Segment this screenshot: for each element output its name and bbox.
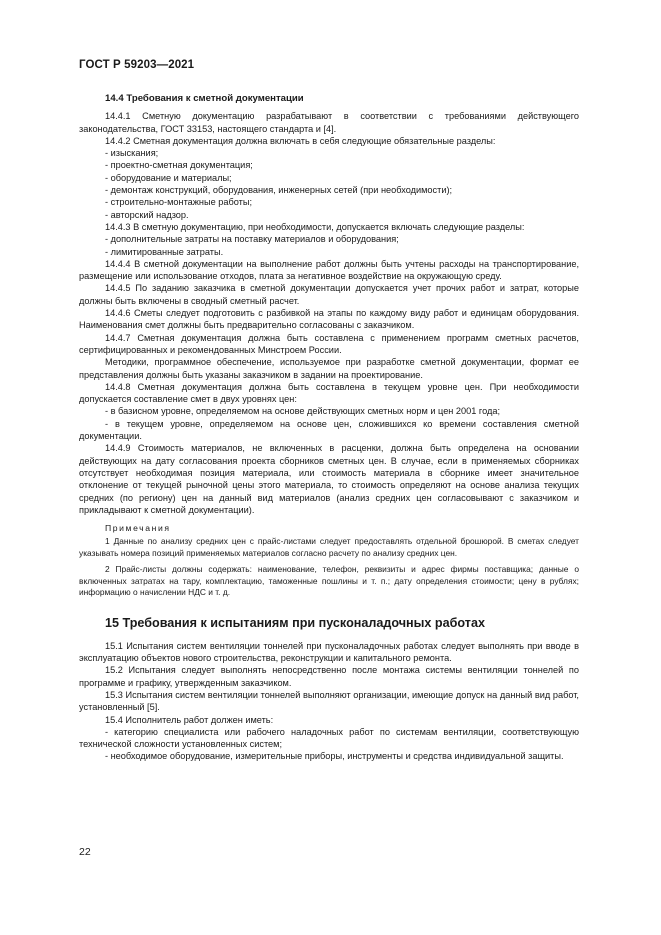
notes-title: Примечания	[105, 523, 171, 534]
list-item: - дополнительные затраты на поставку материалов и оборудования;	[105, 234, 399, 245]
list-item: - оборудование и материалы;	[105, 172, 232, 183]
paragraph: 14.4.1 Сметную документацию разрабатывают в соответствии с требованиями действующего законодательства, ГОСТ 33153, настоящего стандарта и [4].	[79, 111, 579, 134]
list-item: - в базисном уровне, определяемом на основе действующих сметных норм и цен 2001 года;	[105, 406, 501, 417]
paragraph: Методики, программное обеспечение, используемое при разработке сметной документации, формат ее представления должны быть указаны заказчиком в задании на проектирование.	[79, 357, 579, 380]
section-heading: 15 Требования к испытаниям при пусконаладочных работах	[105, 616, 485, 631]
paragraph: 15.3 Испытания систем вентиляции тоннелей выполняют организации, имеющие допуск на данный вид работ, установленный [5].	[79, 689, 579, 713]
paragraph: 14.4.9 Стоимость материалов, не включенных в расценки, должна быть определена на основании действующих на дату согласования проекта сборников сметных цен. В случае, если в применяемых сборниках отсутствует необходимая позиция материала, или стоимость материала в сборнике имеет значительное отклонение от текущей рыночной цены этого материала, то стоимость определяют на основе анализа текущих средних (по региону) цен на данный вид материалов (анализ средних цен согласовывают с заказчиком и прикладывают к сметной документации).	[79, 443, 579, 515]
document-body	[79, 93, 579, 763]
list-item: - категорию специалиста или рабочего наладочных работ по системам вентиляции, соответствующую технической сложности установленных систем;	[79, 726, 579, 750]
paragraph: 14.4.2 Сметная документация должна включать в себя следующие обязательные разделы:	[105, 135, 496, 146]
list-item: - авторский надзор.	[105, 209, 189, 220]
note: 1 Данные по анализу средних цен с прайс-листами следует предоставлять отдельной брошюрой. В сметах следует указывать номера позиций применяемых материалов согласно расчету по анализу средних цен.	[79, 536, 579, 558]
paragraph: 14.4.6 Сметы следует подготовить с разбивкой на этапы по каждому виду работ и единицам оборудования. Наименования смет должны быть предварительно согласованы с заказчиком.	[79, 308, 579, 331]
paragraph: 15.1 Испытания систем вентиляции тоннелей при пусконаладочных работах следует выполнять при вводе в эксплуатацию объектов нового строительства, реконструкции и капитального ремонта.	[79, 640, 579, 664]
paragraph: 15.2 Испытания следует выполнять непосредственно после монтажа системы вентиляции тоннелей по программе и графику, утвержденным заказчиком.	[79, 665, 579, 688]
document-header: ГОСТ Р 59203—2021	[79, 59, 195, 71]
list-item: - необходимое оборудование, измерительные приборы, инструменты и средства индивидуальной защиты.	[105, 751, 564, 762]
list-item: - лимитированные затраты.	[105, 246, 224, 257]
subsection-heading: 14.4 Требования к сметной документации	[105, 93, 304, 104]
paragraph: 14.4.4 В сметной документации на выполнение работ должны быть учтены расходы на транспортирование, размещение или использование отходов, плата за негативное воздействие на окружающую среду.	[79, 258, 579, 282]
list-item: - в текущем уровне, определяемом на основе цен, сложившихся ко времени составления сметной документации.	[79, 418, 579, 442]
list-item: - строительно-монтажные работы;	[105, 197, 253, 208]
paragraph: 14.4.3 В сметную документацию, при необходимости, допускается включать следующие разделы:	[105, 221, 525, 232]
paragraph: 14.4.7 Сметная документация должна быть составлена с применением программ сметных расчетов, сертифицированных и рекомендованных Минстроем России.	[79, 332, 579, 355]
paragraph: 14.4.5 По заданию заказчика в сметной документации допускается учет прочих работ и затрат, которые должны быть включены в сводный сметный расчет.	[79, 283, 579, 306]
list-item: - демонтаж конструкций, оборудования, инженерных сетей (при необходимости);	[105, 185, 453, 196]
page-number: 22	[79, 846, 91, 858]
paragraph: 14.4.8 Сметная документация должна быть составлена в текущем уровне цен. При необходимости допускается составление смет в двух уровнях цен:	[79, 381, 579, 405]
note: 2 Прайс-листы должны содержать: наименование, телефон, реквизиты и адрес фирмы поставщика; данные о включенных затратах на тару, комплектацию, таможенные пошлины и т. п.; дату определения стоимости; цену в рублях; информацию о начислении НДС и т. д.	[79, 564, 579, 598]
list-item: - изыскания;	[105, 148, 159, 159]
paragraph: 15.4 Исполнитель работ должен иметь:	[105, 714, 274, 725]
list-item: - проектно-сметная документация;	[105, 160, 253, 171]
